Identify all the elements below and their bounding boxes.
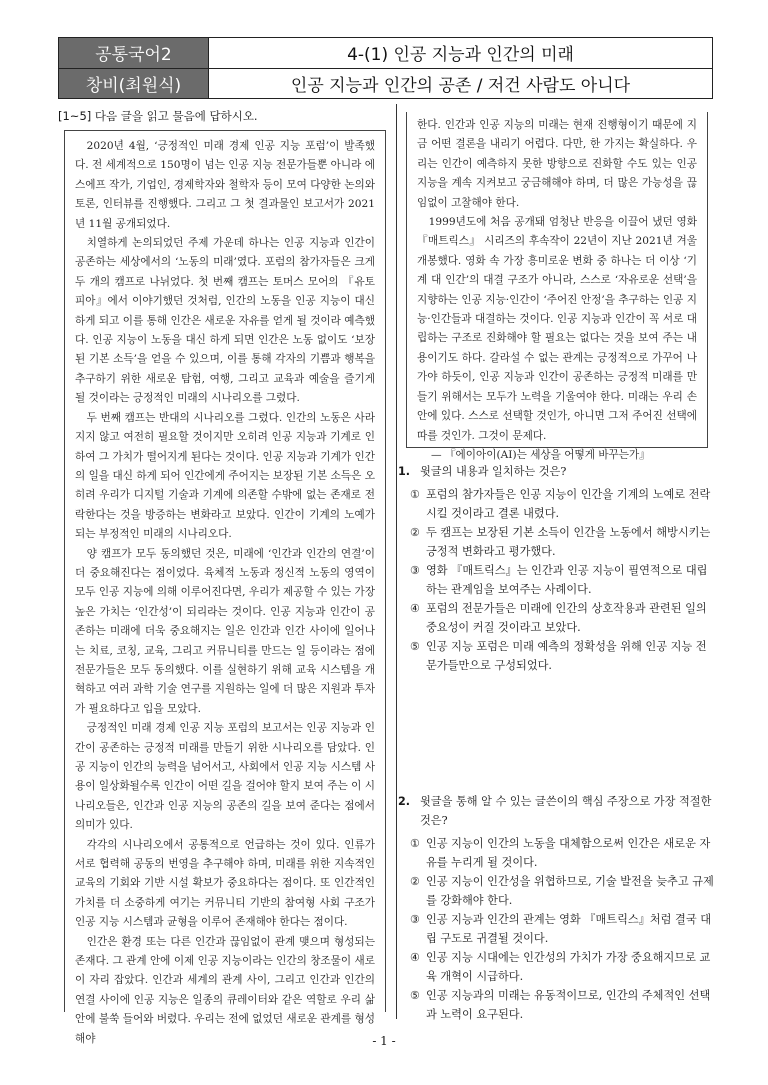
instruction: [1~5] 다음 글을 읽고 물음에 답하시오. — [58, 109, 258, 123]
question-number: 1. — [398, 465, 411, 478]
option-text: 인공 지능 포럼은 미래 예측의 정확성을 위해 인공 지능 전문가들만으로 구성되었다. — [426, 640, 707, 672]
answer-option[interactable] — [398, 986, 716, 1024]
option-number: ③ — [410, 913, 421, 926]
column-divider — [396, 104, 397, 1019]
passage-right — [406, 112, 708, 461]
option-number: ② — [410, 875, 421, 888]
answer-option[interactable] — [398, 485, 716, 523]
answer-option[interactable] — [398, 948, 716, 986]
lesson-title: 인공 지능과 인간의 공존 / 저건 사람도 아니다 — [290, 75, 631, 96]
paragraph: 양 캠프가 모두 동의했던 것은, 미래에 ‘인간과 인간의 연결’이 더 중요해진다는 점이었다. 육체적 노동과 정신적 노동의 영역이 모두 인공 지능에 의해 이루어진다면, 우리가 제공할 수 있는 가장 높은 가치는 ‘인간성’이 되리라는 것이다. 인공 지능과 인간이 공존하는 미래에 더욱 중요해지는 일은 인간과 인간 사이에 일어나는 치료, 코칭, 교육, 그리고 커뮤니티를 만드는 일 등이라는 점에 전문가들은 모두 동의했다. 이를 실현하기 위해 교육 시스템을 개혁하고 여러 과학 기술 연구를 지원하는 일에 더 많은 지원과 투자가 필요하다고 입을 모았다. — [75, 547, 375, 715]
passage-left — [64, 130, 386, 1045]
option-number: ④ — [410, 602, 421, 615]
option-number: ② — [410, 526, 421, 539]
option-number: ① — [410, 837, 421, 850]
answer-option[interactable] — [398, 872, 716, 910]
option-text: 두 캠프는 보장된 기본 소득이 인간을 노동에서 해방시키는 긍정적 변화라고 평가했다. — [426, 526, 711, 558]
paragraph: 긍정적인 미래 경제 인공 지능 포럼의 보고서는 인공 지능과 인간이 공존하는 긍정적 미래를 만들기 위한 시나리오를 담았다. 인공 지능이 인간의 능력을 넘어서고, 사회에서 인공 지능 시스템 사용이 일상화될수록 인간이 어떤 길을 걸어야 할지 보여 주는 이 시나리오들은, 인간과 인공 지능의 공존의 길을 보여 준다는 점에서 의미가 있다. — [75, 722, 375, 832]
paragraph: 인간은 환경 또는 다른 인간과 끊임없이 관계 맺으며 형성되는 존재다. 그 관계 안에 이제 인공 지능이라는 인간의 창조물이 새로이 자리 잡았다. 인간과 세계의 관계 사이, 그리고 인간과 인간의 연결 사이에 인공 지능은 일종의 큐레이터와 같은 역할로 우리 삶 안에 불쑥 들어와 버렸다. 우리는 전에 없었던 새로운 관계를 형성해야 — [75, 935, 375, 1045]
page-number: - 1 - — [372, 1034, 396, 1048]
answer-option[interactable] — [398, 637, 716, 675]
option-text: 포럼의 참가자들은 인공 지능이 인간을 기계의 노예로 전락시킬 것이라고 결론 내렸다. — [426, 488, 711, 520]
subject-label: 공통국어2 — [59, 38, 208, 69]
question-number: 2. — [398, 795, 411, 808]
answer-option[interactable] — [398, 561, 716, 599]
paragraph: 각각의 시나리오에서 공통적으로 언급하는 것이 있다. 인류가 서로 협력해 공동의 번영을 추구해야 하며, 미래를 위한 지속적인 교육의 기회와 기반 시설 확보가 중요하다는 점이다. 또 인간적인 가치를 더 소중하게 여기는 커뮤니티 기반의 참여형 사회 구조가 인공 지능 시스템과 균형을 이루어 존재해야 한다는 점이다. — [75, 838, 375, 929]
answer-option[interactable] — [398, 599, 716, 637]
question-2 — [398, 792, 716, 1024]
question-text: 윗글을 통해 알 수 있는 글쓴이의 핵심 주장으로 가장 적절한 것은? — [420, 795, 712, 827]
header-subject-block — [59, 38, 209, 98]
unit-label: 4-(1) 인공 지능과 인간의 미래 — [209, 38, 712, 69]
option-number: ③ — [410, 564, 421, 577]
option-text: 인공 지능과의 미래는 유동적이므로, 인간의 주체적인 선택과 노력이 요구된다. — [426, 989, 711, 1021]
header-title-block — [209, 38, 712, 98]
paragraph: 치열하게 논의되었던 주제 가운데 하나는 인공 지능과 인간이 공존하는 세상에서의 ‘노동의 미래’였다. 포럼의 참가자들은 크게 두 개의 캠프로 나뉘었다. 첫 번째 캠프는 토머스 모어의 『유토피아』에서 이야기했던 것처럼, 인간의 노동을 인공 지능이 대신 하게 되고 이를 통해 인간은 새로운 자유를 얻게 될 것이라 예측했다. 인공 지능이 노동을 대신 하게 되면 인간은 노동 없이도 ‘보장된 기본 소득’을 얻을 수 있으며, 이를 통해 각자의 기쁨과 행복을 추구하기 위한 새로운 탐험, 여행, 그리고 교육과 예술을 즐기게 될 것이라는 긍정적인 미래의 시나리오를 그렸다. — [75, 237, 375, 405]
option-text: 인공 지능 시대에는 인간성의 가치가 가장 중요해지므로 교육 개혁이 시급하다. — [426, 951, 711, 983]
option-number: ⑤ — [410, 640, 421, 653]
paragraph: 1999년도에 처음 공개돼 엄청난 반응을 이끌어 냈던 영화 『매트릭스』 시리즈의 후속작이 22년이 지난 2021년 겨울 개봉했다. 영화 속 가장 흥미로운 변화 중 하나는 더 이상 ‘기계 대 인간’의 대결 구조가 아니라, 스스로 ‘자유로운 선택’을 지향하는 인공 지능·인간이 ‘주어진 안정’을 추구하는 인공 지능·인간들과 대결하는 것이다. 인공 지능과 인간이 꼭 서로 대립하는 구조로 진화해야 할 필요는 없다는 것을 보여 주는 내용이기도 하다. 갈라설 수 없는 관계는 긍정적으로 가꾸어 나가야 하듯이, 인공 지능과 인간이 공존하는 긍정적 미래를 만들기 위해서는 모두가 노력을 기울여야 한다. 미래는 우리 손안에 있다. 스스로 선택할 것인가, 아니면 그저 주어진 선택에 따를 것인가. 그것이 문제다. — [417, 216, 697, 442]
paragraph: 두 번째 캠프는 반대의 시나리오를 그렸다. 인간의 노동은 사라지지 않고 여전히 필요할 것이지만 오히려 인공 지능과 기계로 인하여 그 가치가 떨어지게 된다는 것이다. 인공 지능과 기계가 인간의 일을 대신 하게 되어 인간에게 주어지는 보장된 기본 소득은 오히려 우리가 디지털 기술과 기계에 의존할 수밖에 없는 존재로 전락한다는 것을 방증하는 변화라고 보았다. 인간이 기계의 노예가 되는 부정적인 미래의 시나리오다. — [75, 411, 375, 541]
option-number: ⑤ — [410, 989, 421, 1002]
answer-option[interactable] — [398, 834, 716, 872]
paragraph: 2020년 4월, ‘긍정적인 미래 경제 인공 지능 포럼’이 발족했다. 전 세계적으로 150명이 넘는 인공 지능 전문가들뿐 아니라 에스에프 작가, 기업인, 경제학자와 철학자 등이 모여 다양한 논의와 토론, 인터뷰를 진행했다. 그리고 그 첫 결과물인 보고서가 2021년 11월 공개되었다. — [75, 140, 375, 230]
header-box — [58, 37, 713, 99]
option-text: 인공 지능이 인간의 노동을 대체함으로써 인간은 새로운 자유를 누리게 될 것이다. — [426, 837, 711, 869]
option-text: 인공 지능과 인간의 관계는 영화 『매트릭스』처럼 결국 대립 구도로 귀결될 것이다. — [426, 913, 712, 945]
option-number: ① — [410, 488, 421, 501]
question-text: 윗글의 내용과 일치하는 것은? — [420, 465, 567, 478]
source-citation: — 『에이아이(AI)는 세상을 어떻게 바꾸는가』 — [431, 448, 650, 461]
option-number: ④ — [410, 951, 421, 964]
question-1 — [398, 462, 716, 675]
publisher-label: 창비(최원식) — [85, 75, 182, 96]
answer-option[interactable] — [398, 910, 716, 948]
answer-option[interactable] — [398, 523, 716, 561]
paragraph: 한다. 인간과 인공 지능의 미래는 현재 진행형이기 때문에 지금 어떤 결론을 내리기 어렵다. 다만, 한 가지는 확실하다. 우리는 인간이 예측하지 못한 방향으로 진화할 수도 있는 인공 지능을 계속 지켜보고 궁금해해야 하며, 더 많은 가능성을 끊임없이 고찰해야 한다. — [417, 119, 697, 209]
option-text: 포럼의 전문가들은 미래에 인간의 상호작용과 관련된 일의 중요성이 커질 것이라고 보았다. — [426, 602, 707, 634]
option-text: 영화 『매트릭스』는 인간과 인공 지능이 필연적으로 대립하는 관계임을 보여주는 사례이다. — [426, 564, 708, 596]
option-text: 인공 지능이 인간성을 위협하므로, 기술 발전을 늦추고 규제를 강화해야 한다. — [426, 875, 714, 907]
